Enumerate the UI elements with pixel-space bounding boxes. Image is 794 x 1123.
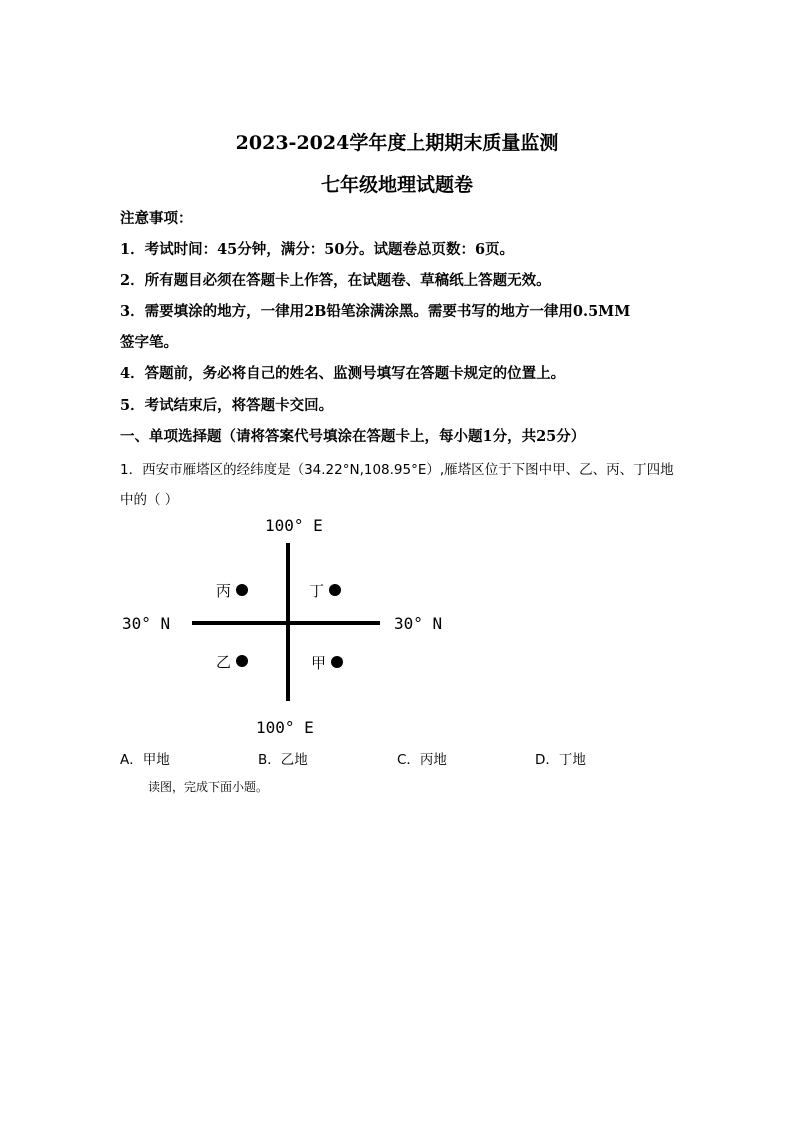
reading-instruction: 读图，完成下面小题。 — [148, 780, 269, 794]
notice-item-2: 2．所有题目必须在答题卡上作答，在试题卷、草稿纸上答题无效。 — [120, 272, 551, 289]
notice-item-5: 5．考试结束后，将答题卡交回。 — [120, 397, 334, 414]
option-a: A．甲地 — [120, 752, 170, 768]
section-heading: 一、单项选择题（请将答案代号填涂在答题卡上，每小题1分，共25分） — [120, 428, 586, 445]
longitude-label-bottom: 100° E — [256, 718, 314, 737]
notice-item-3-continued: 签字笔。 — [120, 334, 178, 351]
point-ding-dot — [329, 584, 341, 596]
question-1-text-continued: 中的（ ） — [120, 492, 179, 508]
latitude-label-right: 30° N — [394, 614, 443, 633]
latitude-label-left: 30° N — [122, 614, 171, 633]
place-label-jia: 甲 — [311, 654, 327, 672]
option-c: C．丙地 — [397, 752, 447, 768]
notice-heading: 注意事项： — [120, 210, 193, 227]
exam-title: 2023-2024学年度上期期末质量监测 — [235, 132, 559, 154]
place-label-bing: 丙 — [216, 582, 232, 600]
question-1-text: 1．西安市雁塔区的经纬度是（34.22°N,108.95°E）,雁塔区位于下图中甲、乙、丙、丁四地 — [120, 462, 674, 478]
notice-item-3: 3．需要填涂的地方，一律用2B铅笔涂满涂黑。需要书写的地方一律用0.5MM — [120, 303, 631, 320]
notice-item-4: 4．答题前，务必将自己的姓名、监测号填写在答题卡规定的位置上。 — [120, 365, 566, 382]
place-label-ding: 丁 — [309, 582, 325, 600]
exam-subtitle: 七年级地理试题卷 — [320, 174, 473, 196]
lat-lon-diagram — [110, 510, 470, 745]
point-bing-dot — [236, 584, 248, 596]
option-d: D．丁地 — [535, 752, 586, 768]
notice-item-1: 1．考试时间：45分钟，满分：50分。试题卷总页数：6页。 — [120, 241, 515, 258]
place-label-yi: 乙 — [216, 653, 232, 671]
longitude-label-top: 100° E — [265, 516, 323, 535]
point-jia-dot — [331, 656, 343, 668]
option-b: B．乙地 — [258, 752, 308, 768]
point-yi-dot — [236, 655, 248, 667]
